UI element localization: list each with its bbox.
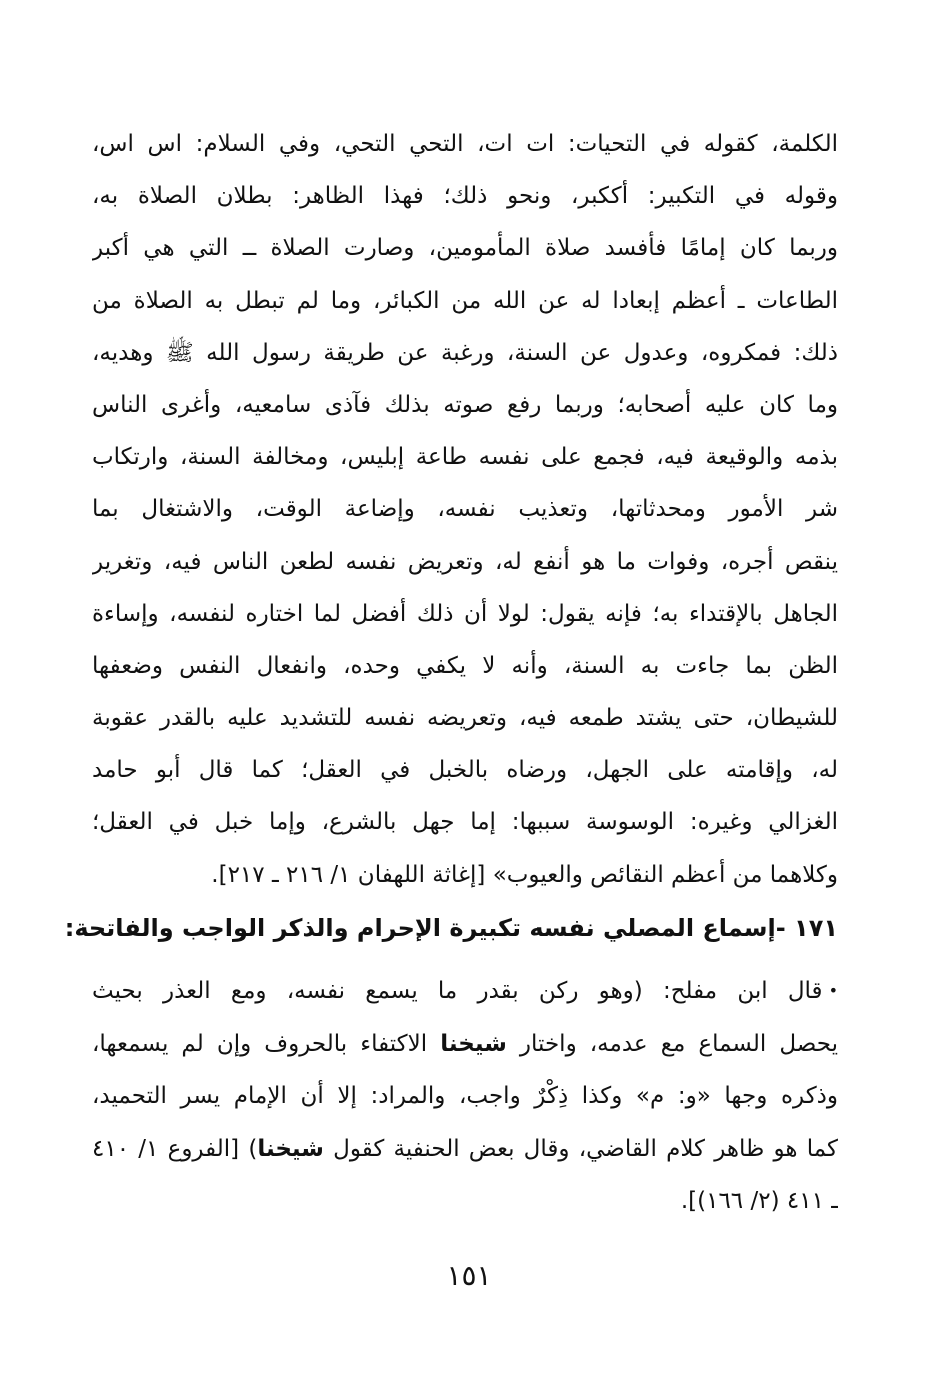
- text-line: وذكره وجها «و: م» وكذا ذِكْرٌ واجب، والمراد: إلا أن الإمام يسر التحميد،: [92, 1083, 838, 1109]
- text-line: بذمه والوقيعة فيه، فجمع على نفسه طاعة إبليس، ومخالفة السنة، وارتكاب: [92, 444, 838, 471]
- text-line: الجاهل بالإقتداء به؛ فإنه يقول: لولا أن ذلك أفضل لما اختاره لنفسه، وإساءة: [92, 600, 838, 627]
- emphasis-word: شيخنا: [257, 1135, 324, 1162]
- line-text: الاكتفاء بالحروف وإن لم يسمعها،: [92, 1030, 441, 1057]
- text-line: وربما كان إمامًا فأفسد صلاة المأمومين، وصارت الصلاة ــ التي هي أكبر: [92, 235, 838, 262]
- page-number: ١٥١: [446, 1259, 492, 1292]
- paragraph-quote: [92, 965, 838, 1228]
- bullet-icon: •: [828, 981, 838, 1001]
- text-line: الظن بما جاءت به السنة، وأنه لا يكفي وحده، وانفعال النفس وضعفها: [92, 652, 838, 679]
- line-text: قال ابن مفلح: (وهو ركن بقدر ما يسمع نفسه، ومع العذر بحيث: [92, 978, 823, 1004]
- paragraph-main: [92, 118, 838, 901]
- text-line: الطاعات ـ أعظم إبعادا له عن الله من الكبائر، وما لم تبطل به الصلاة من: [92, 287, 838, 314]
- text-line: وكلاهما من أعظم النقائص والعيوب» [إغاثة اللهفان ١/ ٢١٦ ـ ٢١٧].: [211, 861, 838, 888]
- line-text: يحصل السماع مع عدمه، واختار: [506, 1030, 838, 1057]
- section-heading: ١٧١ -إسماع المصلي نفسه تكبيرة الإحرام والذكر الواجب والفاتحة:: [64, 914, 838, 942]
- emphasis-word: شيخنا: [440, 1030, 507, 1057]
- text-line: ـ ٤١١ (٢/ ١٦٦)].: [680, 1188, 838, 1214]
- text-line: الغزالي وغيره: الوسوسة سببها: إما جهل بالشرع، وإما خبل في العقل؛: [92, 809, 838, 836]
- text-line: وما كان عليه أصحابه؛ وربما رفع صوته بذلك فآذى سامعيه، وأغرى الناس: [92, 391, 838, 418]
- text-line: [92, 965, 838, 1018]
- line-text: ) [الفروع ١/ ٤١٠: [92, 1135, 258, 1162]
- text-line: للشيطان، حتى يشتد طمعه فيه، وتعريضه نفسه للتشديد عليه بالقدر عقوبة: [92, 705, 838, 732]
- line-text: كما هو ظاهر كلام القاضي، وقال بعض الحنفية كقول: [323, 1135, 838, 1162]
- text-line: الكلمة، كقوله في التحيات: ات ات، التحي التحي، وفي السلام: اس اس،: [92, 131, 838, 157]
- text-line: وقوله في التكبير: أككبر، ونحو ذلك؛ فهذا الظاهر: بطلان الصلاة به،: [92, 183, 838, 210]
- text-line: ذلك: فمكروه، وعدول عن السنة، ورغبة عن طريقة رسول الله ﷺ وهديه،: [92, 339, 838, 366]
- text-line: شر الأمور ومحدثاتها، وتعذيب نفسه، وإضاعة الوقت، والاشتغال بما: [92, 496, 838, 523]
- text-line: له، وإقامته على الجهل، ورضاه بالخبل في العقل؛ كما قال أبو حامد: [92, 757, 838, 784]
- text-line: [92, 1123, 838, 1176]
- text-line: ينقص أجره، وفوات ما هو أنفع له، وتعريض نفسه لطعن الناس فيه، وتغرير: [92, 548, 838, 575]
- text-line: [92, 1018, 838, 1071]
